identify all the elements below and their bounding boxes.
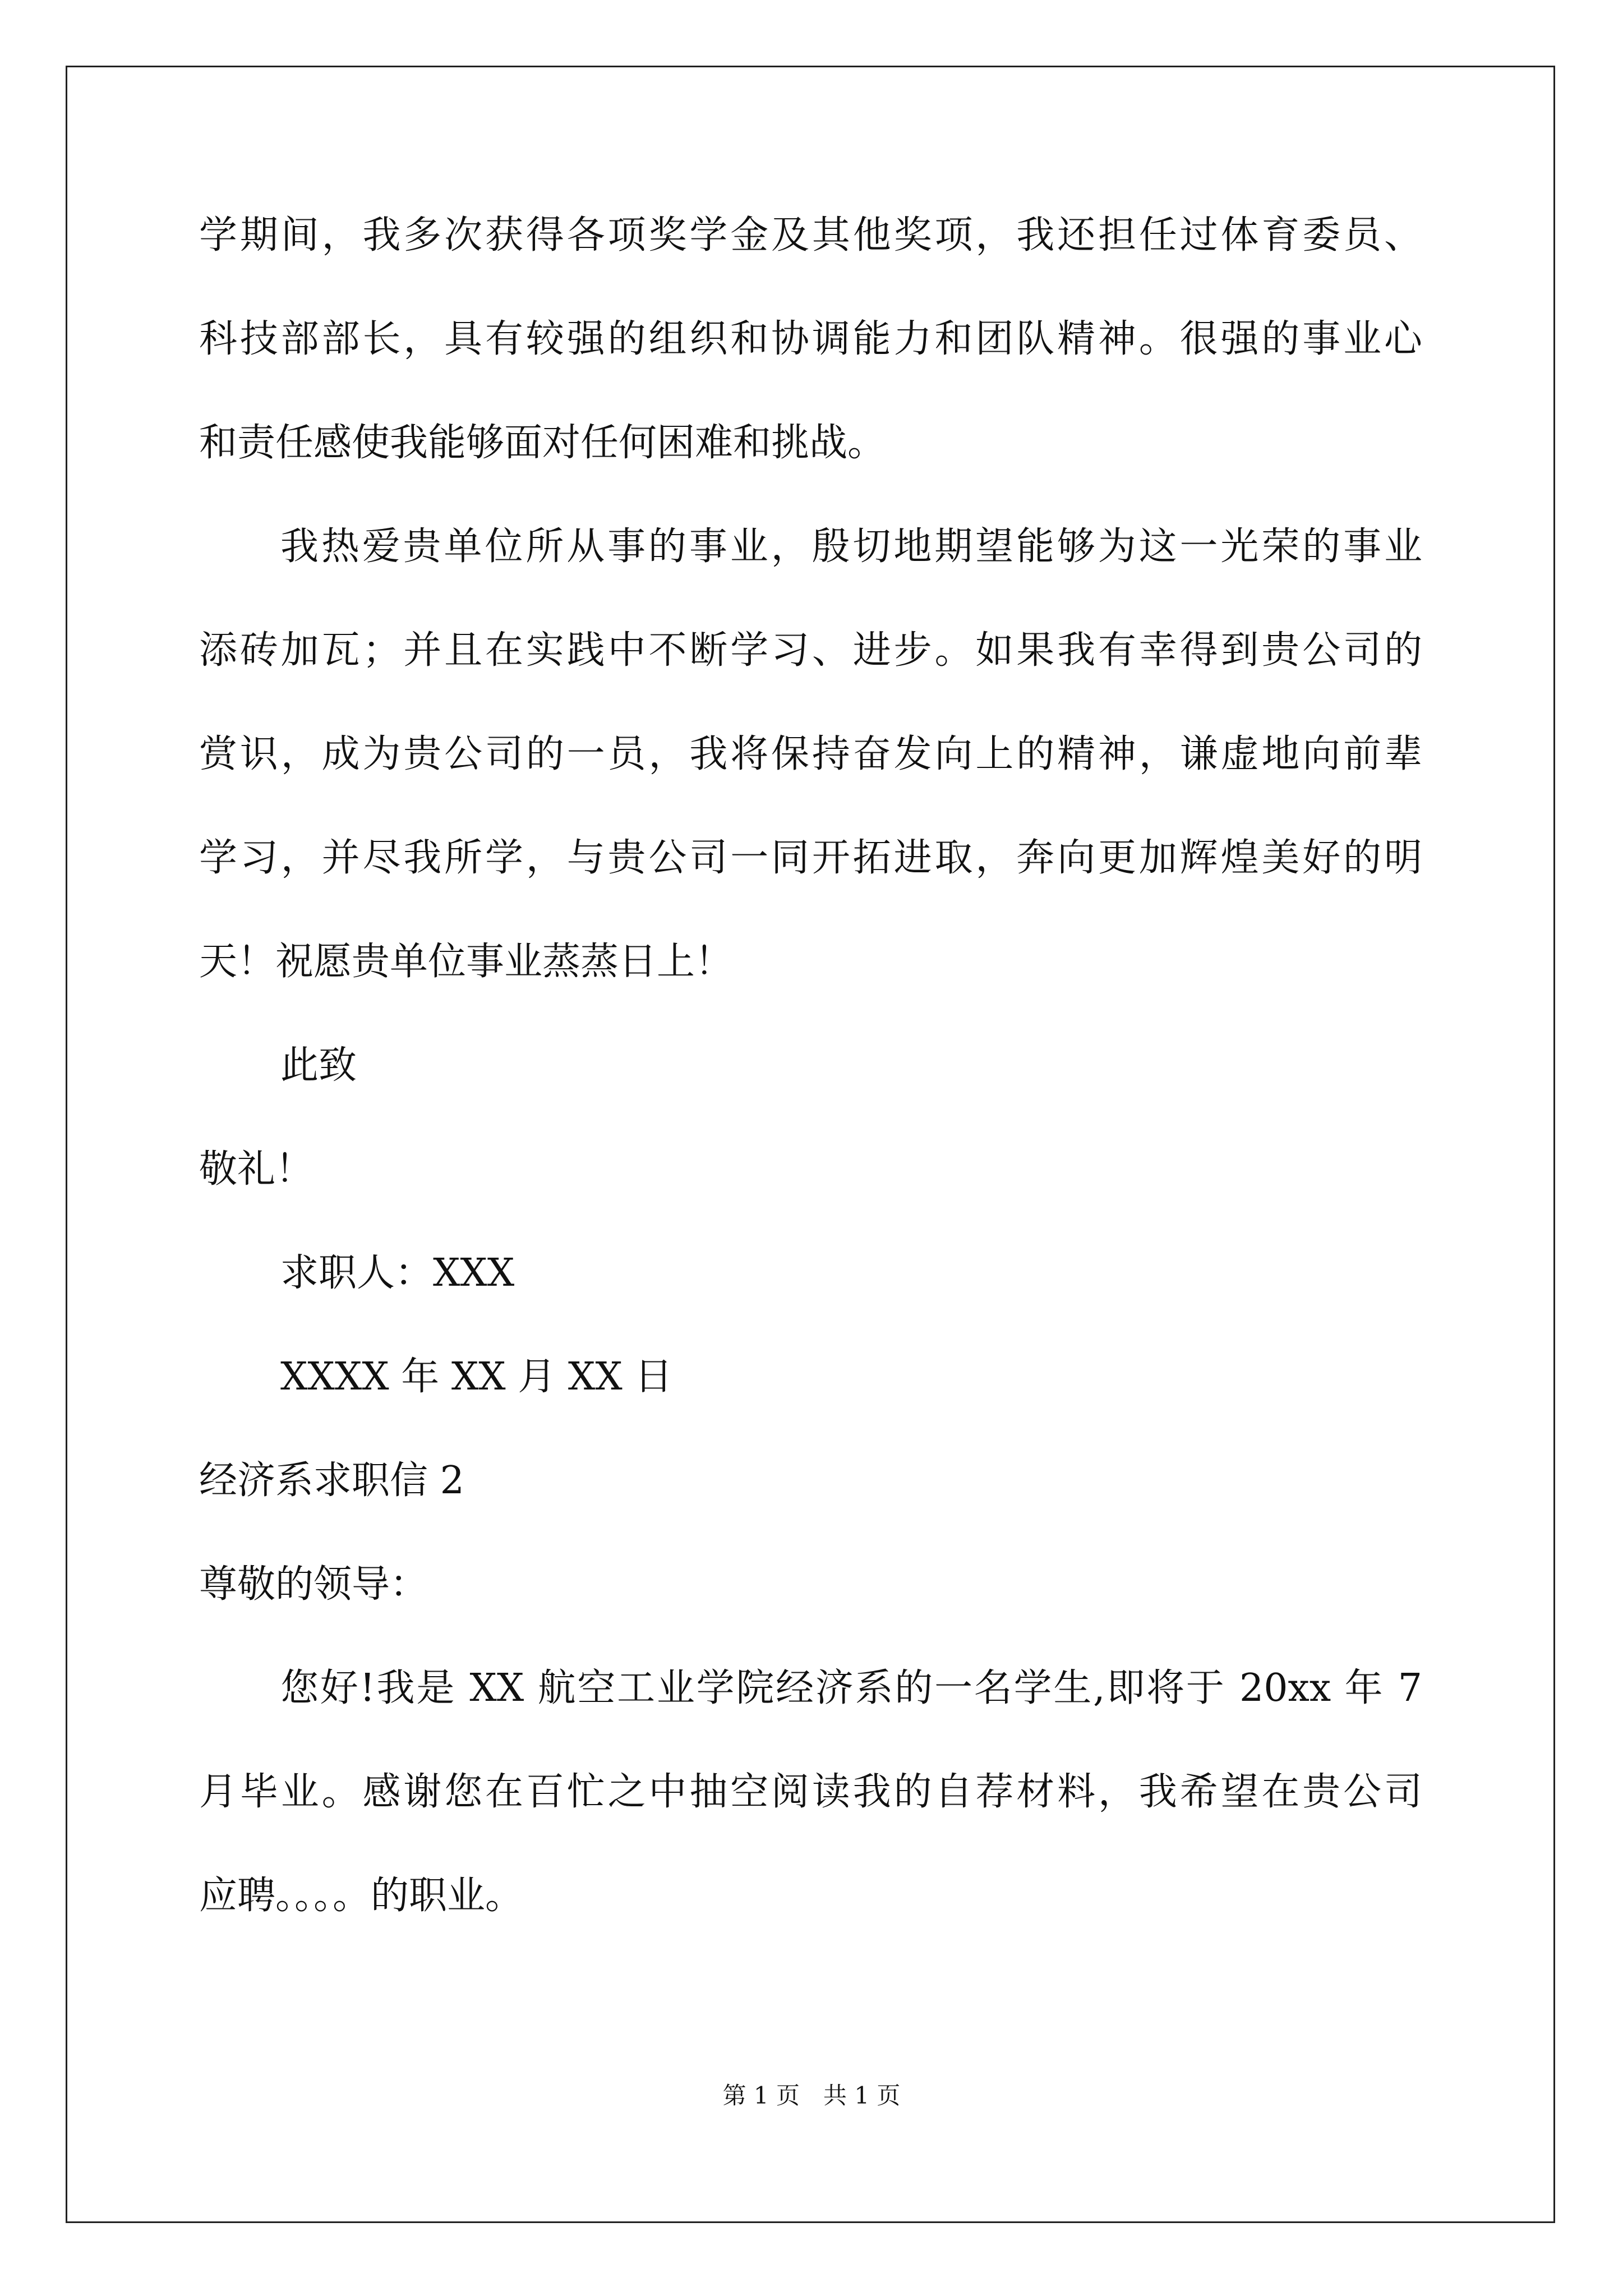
page-footer: 第 1 页 共 1 页 — [722, 2082, 901, 2109]
body-line-4: 我热爱贵单位所从事的事业，殷切地期望能够为这一光荣的事业 — [280, 524, 1422, 569]
body-line-3: 和责任感使我能够面对任何困难和挑战。 — [199, 421, 886, 465]
body-line-1: 学期间，我多次获得各项奖学金及其他奖项，我还担任过体育委员、 — [199, 213, 1422, 257]
body-line-10: 月毕业。感谢您在百忙之中抽空阅读我的自荐材料，我希望在贵公司 — [199, 1770, 1422, 1814]
body-line-2: 科技部部长，具有较强的组织和协调能力和团队精神。很强的事业心 — [199, 317, 1422, 361]
body-line-6: 赏识，成为贵公司的一员，我将保持奋发向上的精神，谦虚地向前辈 — [199, 732, 1422, 776]
body-line-8: 天！祝愿贵单位事业蒸蒸日上！ — [199, 940, 734, 984]
body-line-9: 您好!我是 XX 航空工业学院经济系的一名学生,即将于 20xx 年 7 — [280, 1666, 1422, 1710]
body-line-7: 学习，并尽我所学，与贵公司一同开拓进取，奔向更加辉煌美好的明 — [199, 836, 1422, 880]
closing-regards: 敬礼！ — [199, 1147, 314, 1191]
closing-salutation: 此致 — [280, 1043, 357, 1088]
section-title: 经济系求职信 2 — [199, 1458, 464, 1503]
body-line-5: 添砖加瓦；并且在实践中不断学习、进步。如果我有幸得到贵公司的 — [199, 628, 1422, 673]
greeting: 尊敬的领导： — [199, 1562, 428, 1607]
body-line-11: 应聘。。。。的职业。 — [199, 1874, 524, 1918]
applicant-signature: 求职人：XXX — [280, 1251, 515, 1295]
letter-date: XXXX 年 XX 月 XX 日 — [280, 1355, 673, 1399]
